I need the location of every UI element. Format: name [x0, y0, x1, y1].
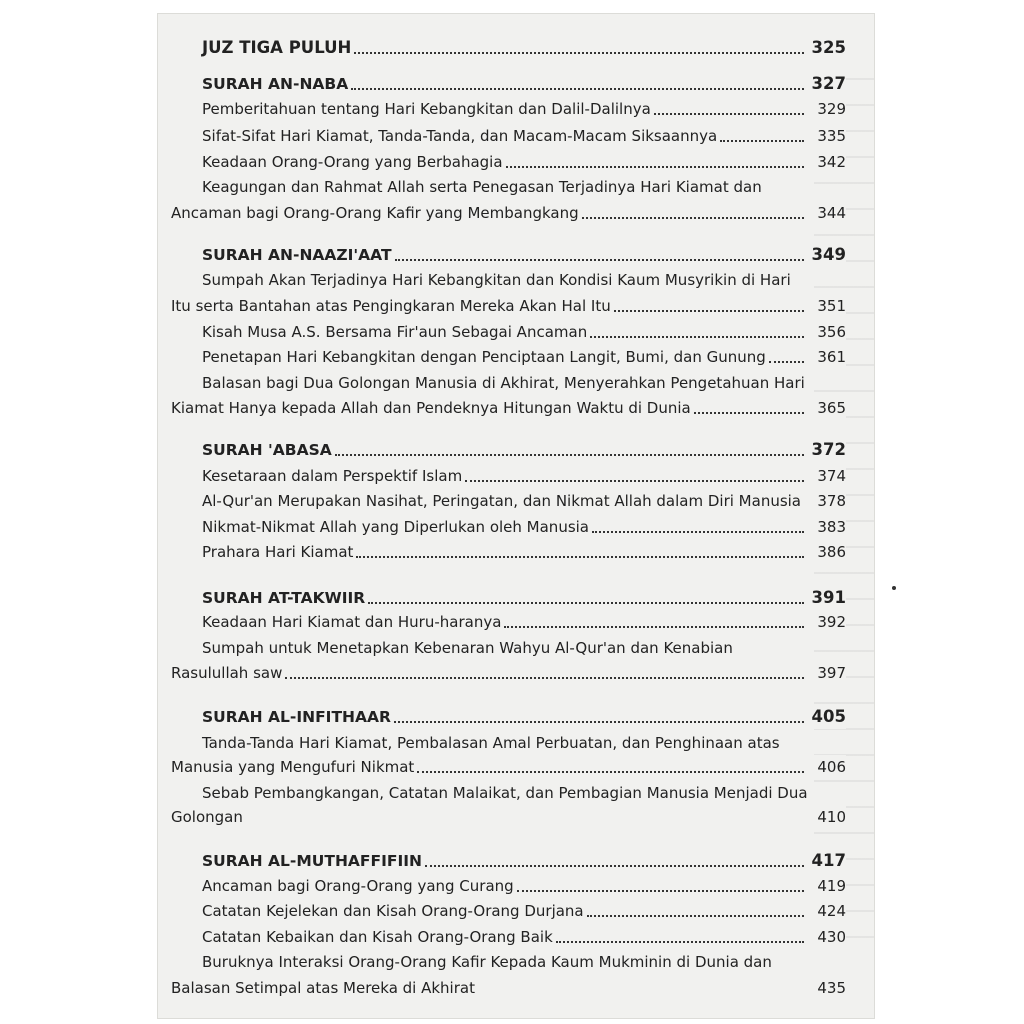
dot-leader	[556, 941, 804, 943]
toc-entry-page-number: 424	[813, 899, 846, 923]
toc-entry-label: Golongan	[171, 808, 243, 826]
toc-entry[interactable]	[158, 396, 874, 420]
toc-entry-page-number: 386	[813, 540, 846, 564]
toc-entry-label: Buruknya Interaksi Orang-Orang Kafir Kepada Kaum Mukminin di Dunia dan	[202, 953, 772, 971]
toc-entry-label: Balasan Setimpal atas Mereka di Akhirat	[171, 979, 475, 997]
toc-entry-page-number: 383	[813, 515, 846, 539]
dot-leader	[335, 454, 804, 456]
toc-entry[interactable]	[158, 124, 874, 148]
toc-entry[interactable]	[158, 731, 874, 755]
dot-leader	[614, 310, 804, 312]
toc-entry[interactable]	[158, 345, 874, 369]
dot-leader	[720, 140, 804, 142]
toc-entry[interactable]	[158, 610, 874, 634]
toc-entry-page-number: 397	[813, 661, 846, 685]
toc-entry[interactable]	[158, 899, 874, 923]
section-heading[interactable]	[158, 849, 874, 873]
toc-entry[interactable]	[158, 150, 874, 174]
toc-entry-label: Sumpah untuk Menetapkan Kebenaran Wahyu Al-Qur'an dan Kenabian	[202, 639, 733, 657]
section-heading-page-number: 349	[808, 243, 846, 267]
juz-heading-page-number: 325	[808, 36, 846, 60]
toc-entry-label: Sebab Pembangkangan, Catatan Malaikat, dan Pembagian Manusia Menjadi Dua	[202, 784, 808, 802]
toc-entry-page-number: 374	[813, 464, 846, 488]
toc-entry[interactable]	[158, 976, 874, 1000]
juz-heading-label: JUZ TIGA PULUH	[202, 38, 352, 57]
section-heading-page-number: 372	[808, 438, 846, 462]
section-heading-label: SURAH AN-NAAZI'AAT	[202, 246, 392, 264]
dot-leader	[582, 217, 804, 219]
toc-entry[interactable]	[158, 661, 874, 685]
dot-leader	[368, 602, 804, 604]
section-heading-page-number: 417	[808, 849, 846, 873]
book-page	[158, 14, 874, 1018]
dot-leader	[504, 626, 804, 628]
dot-leader	[394, 721, 804, 723]
toc-entry-page-number: 351	[813, 294, 846, 318]
toc-entry-page-number: 365	[813, 396, 846, 420]
toc-entry-page-number: 430	[813, 925, 846, 949]
toc-entry-label: Balasan bagi Dua Golongan Manusia di Akhirat, Menyerahkan Pengetahuan Hari	[202, 374, 805, 392]
toc-entry-label: Keagungan dan Rahmat Allah serta Penegasan Terjadinya Hari Kiamat dan	[202, 178, 762, 196]
section-heading[interactable]	[158, 438, 874, 462]
section-heading-page-number: 391	[808, 586, 846, 610]
toc-entry[interactable]	[158, 515, 874, 539]
toc-entry-label: Rasulullah saw	[171, 664, 283, 682]
toc-entry-label: Pemberitahuan tentang Hari Kebangkitan dan Dalil-Dalilnya	[202, 100, 651, 118]
dot-leader	[285, 677, 804, 679]
section-heading[interactable]	[158, 243, 874, 267]
toc-entry[interactable]	[158, 874, 874, 898]
dot-leader	[654, 113, 804, 115]
toc-entry-page-number: 361	[813, 345, 846, 369]
toc-entry-label: Sumpah Akan Terjadinya Hari Kebangkitan dan Kondisi Kaum Musyrikin di Hari	[202, 271, 791, 289]
toc-entry[interactable]	[158, 320, 874, 344]
toc-entry-label: Kesetaraan dalam Perspektif Islam	[202, 467, 463, 485]
toc-entry-page-number: 344	[813, 201, 846, 225]
toc-entry[interactable]	[158, 925, 874, 949]
toc-entry[interactable]	[158, 805, 874, 829]
toc-entry-label: Sifat-Sifat Hari Kiamat, Tanda-Tanda, dan Macam-Macam Siksaannya	[202, 127, 718, 145]
toc-entry-page-number: 419	[813, 874, 846, 898]
toc-entry-label: Ancaman bagi Orang-Orang Kafir yang Membangkang	[171, 204, 579, 222]
juz-heading[interactable]	[158, 36, 874, 60]
toc-entry-page-number: 378	[813, 489, 846, 513]
toc-entry[interactable]	[158, 201, 874, 225]
section-heading-label: SURAH AT-TAKWIIR	[202, 589, 366, 607]
toc-entry-label: Itu serta Bantahan atas Pengingkaran Mereka Akan Hal Itu	[171, 297, 611, 315]
dot-leader	[587, 915, 804, 917]
toc-entry-label: Kiamat Hanya kepada Allah dan Pendeknya Hitungan Waktu di Dunia	[171, 399, 691, 417]
dust-speck	[892, 586, 896, 590]
toc-entry-label: Al-Qur'an Merupakan Nasihat, Peringatan, dan Nikmat Allah dalam Diri Manusia	[202, 492, 802, 510]
section-heading-label: SURAH AN-NABA	[202, 75, 349, 93]
toc-entry-page-number: 435	[813, 976, 846, 1000]
toc-entry[interactable]	[158, 636, 874, 660]
toc-entry-page-number: 410	[813, 805, 846, 829]
toc-entry-label: Tanda-Tanda Hari Kiamat, Pembalasan Amal Perbuatan, dan Penghinaan atas	[202, 734, 780, 752]
section-heading[interactable]	[158, 72, 874, 96]
toc-entry[interactable]	[158, 175, 874, 199]
toc-entry-label: Ancaman bagi Orang-Orang yang Curang	[202, 877, 514, 895]
toc-entry[interactable]	[158, 755, 874, 779]
toc-entry[interactable]	[158, 950, 874, 974]
toc-entry-page-number: 356	[813, 320, 846, 344]
dot-leader	[517, 890, 804, 892]
dot-leader	[506, 166, 804, 168]
section-heading[interactable]	[158, 705, 874, 729]
toc-entry[interactable]	[158, 97, 874, 121]
dot-leader	[356, 556, 804, 558]
section-heading-label: SURAH AL-INFITHAAR	[202, 708, 391, 726]
dot-leader	[425, 865, 804, 867]
toc-entry-label: Catatan Kebaikan dan Kisah Orang-Orang Baik	[202, 928, 553, 946]
toc-entry-label: Penetapan Hari Kebangkitan dengan Penciptaan Langit, Bumi, dan Gunung	[202, 348, 766, 366]
dot-leader	[694, 412, 804, 414]
dot-leader	[769, 361, 804, 363]
toc-entry-label: Prahara Hari Kiamat	[202, 543, 354, 561]
dot-leader	[465, 480, 804, 482]
toc-entry-page-number: 342	[813, 150, 846, 174]
toc-entry-label: Kisah Musa A.S. Bersama Fir'aun Sebagai Ancaman	[202, 323, 588, 341]
section-heading[interactable]	[158, 586, 874, 610]
toc-entry[interactable]	[158, 464, 874, 488]
toc-entry[interactable]	[158, 371, 874, 395]
toc-entry-page-number: 335	[813, 124, 846, 148]
dot-leader	[417, 771, 804, 773]
section-heading-page-number: 405	[808, 705, 846, 729]
toc-entry-page-number: 406	[813, 755, 846, 779]
section-heading-page-number: 327	[808, 72, 846, 96]
toc-entry-label: Keadaan Hari Kiamat dan Huru-haranya	[202, 613, 502, 631]
dot-leader	[354, 52, 804, 54]
dot-leader	[351, 88, 804, 90]
toc-entry[interactable]	[158, 489, 874, 513]
toc-entry-label: Keadaan Orang-Orang yang Berbahagia	[202, 153, 503, 171]
dot-leader	[395, 259, 804, 261]
toc-entry[interactable]	[158, 781, 874, 805]
toc-entry[interactable]	[158, 268, 874, 292]
toc-entry-label: Nikmat-Nikmat Allah yang Diperlukan oleh Manusia	[202, 518, 589, 536]
toc-entry[interactable]	[158, 540, 874, 564]
dot-leader	[590, 336, 804, 338]
section-heading-label: SURAH 'ABASA	[202, 441, 332, 459]
section-heading-label: SURAH AL-MUTHAFFIFIIN	[202, 852, 422, 870]
toc-entry[interactable]	[158, 294, 874, 318]
toc-entry-label: Manusia yang Mengufuri Nikmat	[171, 758, 415, 776]
toc-entry-page-number: 392	[813, 610, 846, 634]
toc-entry-label: Catatan Kejelekan dan Kisah Orang-Orang Durjana	[202, 902, 584, 920]
toc-entry-page-number: 329	[813, 97, 846, 121]
dot-leader	[592, 531, 804, 533]
